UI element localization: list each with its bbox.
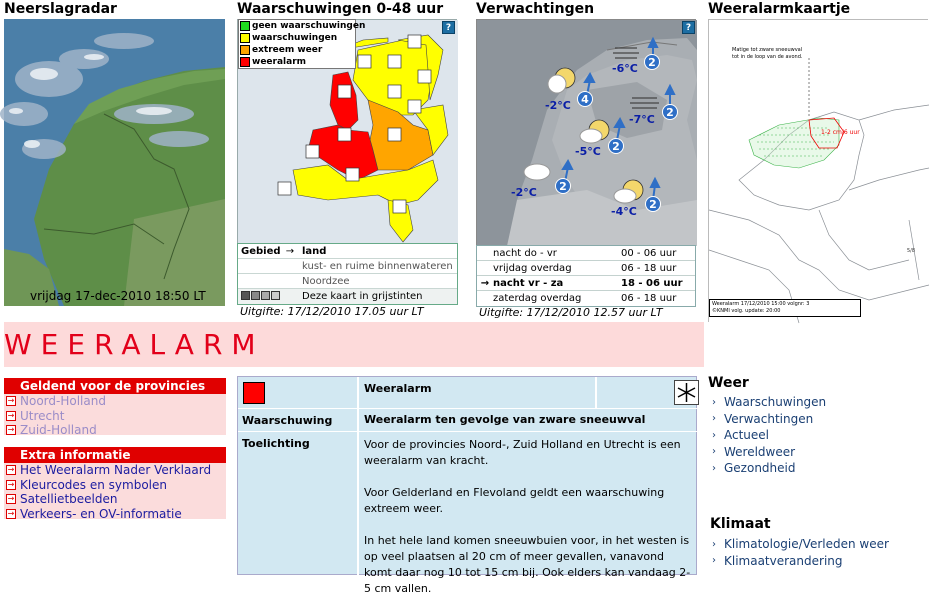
chevron-right-icon: › [712, 446, 716, 458]
period-time: 00 - 06 uur [621, 247, 677, 259]
extra-info-box [4, 447, 226, 519]
provinces-header: Geldend voor de provincies [4, 378, 226, 394]
explanation-row [238, 433, 698, 595]
arrow-box-icon: → [7, 494, 15, 504]
arrow-box-icon: → [7, 508, 15, 518]
legend-swatch-alarm [240, 57, 250, 67]
warnings-issued: Uitgifte: 17/12/2010 17.05 uur LT [240, 305, 424, 318]
chevron-right-icon: › [712, 396, 716, 408]
period-time: 06 - 18 uur [621, 293, 677, 304]
gebied-option-noordzee[interactable]: Noordzee [302, 275, 350, 287]
table-divider [238, 431, 698, 432]
nav-weer-list [712, 394, 826, 477]
forecast-period-row[interactable] [477, 261, 695, 276]
nav-item[interactable] [712, 427, 826, 444]
alarm-map-footer-line: Weeralarm 17/12/2010 15:00 volgnr: 3 [712, 301, 810, 307]
alarm-color-swatch [243, 382, 265, 404]
forecast-map[interactable] [476, 19, 696, 245]
warnings-help-icon[interactable]: ? [442, 21, 455, 34]
nav-item[interactable] [712, 460, 826, 477]
forecast-period-row[interactable] [477, 246, 695, 261]
extra-info-link[interactable]: Het Weeralarm Nader Verklaard [20, 463, 212, 478]
wind-force-badge: 2 [645, 196, 661, 212]
snowflake-icon [674, 380, 699, 405]
grayscale-swatches [238, 291, 302, 303]
warnings-title[interactable]: Waarschuwingen 0-48 uur [237, 1, 444, 17]
alert-table [237, 376, 697, 595]
forecast-map-image [477, 20, 697, 246]
nav-weer-title: Weer [708, 375, 749, 391]
legend-row [239, 20, 366, 32]
explanation-paragraph: Voor de provincies Noord-, Zuid Holland en Utrecht is een weeralarm van kracht. [364, 438, 681, 467]
nav-item[interactable] [712, 553, 889, 570]
chevron-right-icon: › [712, 538, 716, 550]
warning-text: Weeralarm ten gevolge van zware sneeuwval [364, 413, 646, 426]
legend-row [239, 56, 355, 68]
wind-force-badge: 2 [644, 54, 660, 70]
warning-label: Waarschuwing [242, 414, 333, 427]
explanation-paragraph: In het hele land komen sneeuwbuien voor, in het westen is op veel plaatsen al 20 cm of meer gevallen, vanavond komt daar nog 10 tot 15 cm bij. Ook elders kan vandaag 2-5 cm vallen. [364, 534, 691, 595]
gebied-label: Gebied [241, 245, 281, 257]
forecast-issued: Uitgifte: 17/12/2010 12.57 uur LT [479, 306, 663, 319]
extra-info-header: Extra informatie [4, 447, 226, 463]
arrow-box-icon: → [7, 410, 15, 420]
nav-item[interactable] [712, 394, 826, 411]
gebied-row [238, 244, 457, 259]
chevron-right-icon: › [712, 462, 716, 474]
province-item[interactable] [4, 409, 226, 424]
nav-link[interactable]: Actueel [724, 428, 770, 443]
nav-link[interactable]: Klimatologie/Verleden weer [724, 537, 889, 552]
nav-item[interactable] [712, 411, 826, 428]
nav-link[interactable]: Wereldweer [724, 444, 796, 459]
radar-map[interactable] [4, 19, 225, 306]
alarm-map-footer-line: ©KNMI volg. update: 20:00 [712, 308, 781, 314]
alert-level-label: Weeralarm [364, 382, 432, 395]
grayscale-link[interactable]: Deze kaart in grijstinten [302, 291, 423, 302]
warning-row [238, 410, 698, 432]
gebied-selector [237, 243, 458, 305]
forecast-help-icon[interactable]: ? [682, 21, 695, 34]
extra-info-item[interactable] [4, 507, 226, 522]
gray-swatch [271, 291, 280, 300]
alert-level-row [238, 377, 698, 409]
gray-swatch [241, 291, 250, 300]
legend-swatch-warning [240, 33, 250, 43]
alarm-note-line: Matige tot zware sneeuwval [732, 47, 803, 53]
gebied-row [238, 274, 457, 289]
nav-klimaat-title: Klimaat [710, 516, 771, 532]
legend-label: geen waarschuwingen [252, 21, 366, 31]
wind-force-badge: 4 [577, 91, 593, 107]
provinces-box [4, 378, 226, 438]
forecast-period-row-active[interactable] [477, 276, 695, 291]
forecast-title[interactable]: Verwachtingen [476, 1, 595, 17]
extra-info-item[interactable] [4, 478, 226, 493]
wind-force-badge: 2 [608, 138, 624, 154]
legend-label: extreem weer [252, 45, 323, 55]
table-divider [238, 408, 698, 409]
chevron-right-icon: › [712, 429, 716, 441]
forecast-period-row[interactable] [477, 291, 695, 306]
explanation-text [359, 433, 698, 601]
period-label: nacht vr - za [493, 277, 564, 289]
gebied-option-land[interactable]: land [302, 245, 327, 257]
explanation-label: Toelichting [242, 437, 310, 450]
weeralarm-banner [4, 322, 704, 367]
legend-row [239, 44, 355, 56]
gebied-row [238, 259, 457, 274]
arrow-box-icon: → [7, 396, 15, 406]
province-item[interactable] [4, 423, 226, 438]
gebied-option-kust[interactable]: kust- en ruime binnenwateren [302, 260, 453, 272]
extra-info-item[interactable] [4, 463, 226, 478]
forecast-period-selector [476, 245, 696, 307]
temp-label: -4°C [611, 205, 637, 218]
nav-link[interactable]: Verwachtingen [724, 411, 814, 426]
period-arrow-icon: → [480, 277, 490, 289]
chevron-right-icon: › [712, 413, 716, 425]
gray-swatch [251, 291, 260, 300]
warnings-legend [238, 19, 366, 69]
province-link[interactable]: Noord-Holland [20, 394, 106, 409]
legend-swatch-none [240, 21, 250, 31]
alarm-map-title[interactable]: Weeralarmkaartje [708, 1, 851, 17]
legend-row [239, 32, 355, 44]
gray-swatch [261, 291, 270, 300]
period-label: zaterdag overdag [493, 293, 582, 304]
extra-info-link[interactable]: Verkeers- en OV-informatie [20, 506, 182, 521]
explanation-paragraph: Voor Gelderland en Flevoland geldt een waarschuwing extreem weer. [364, 486, 665, 515]
table-col-divider [357, 377, 359, 576]
table-col-divider [595, 377, 597, 408]
extra-info-link[interactable]: Satellietbeelden [20, 492, 118, 507]
period-time: 06 - 18 uur [621, 262, 677, 274]
period-label: vrijdag overdag [493, 262, 572, 274]
temp-label: -2°C [545, 99, 571, 112]
period-time: 18 - 06 uur [621, 277, 683, 289]
alarm-red-label: 1-2 cm/6 uur [821, 129, 860, 136]
wind-force-badge: 2 [555, 178, 571, 194]
nav-link[interactable]: Waarschuwingen [724, 395, 827, 410]
wind-force-badge: 2 [662, 104, 678, 120]
banner-title: WEERALARM [4, 328, 265, 361]
arrow-box-icon: → [7, 425, 15, 435]
temp-label: -5°C [575, 145, 601, 158]
province-link[interactable]: Utrecht [20, 408, 65, 423]
nav-link[interactable]: Gezondheid [724, 461, 796, 476]
nav-item[interactable] [712, 536, 889, 553]
gebied-arrow-icon: → [285, 245, 295, 257]
extra-info-item[interactable] [4, 492, 226, 507]
arrow-box-icon: → [7, 465, 15, 475]
arrow-box-icon: → [7, 479, 15, 489]
radar-timestamp: vrijdag 17-dec-2010 18:50 LT [30, 289, 206, 303]
nav-klimaat-list [712, 536, 889, 569]
legend-label: waarschuwingen [252, 33, 338, 43]
temp-label: -2°C [511, 186, 537, 199]
legend-swatch-extreme [240, 45, 250, 55]
alarm-note [732, 47, 802, 61]
alarm-map-image [709, 20, 929, 323]
nav-item[interactable] [712, 444, 826, 461]
province-item[interactable] [4, 394, 226, 409]
grayscale-row[interactable] [238, 289, 457, 304]
alarm-note-line: tot in de loop van de avond. [732, 54, 803, 60]
province-link[interactable]: Zuid-Holland [20, 423, 97, 438]
alarm-map-footer [709, 299, 861, 317]
radar-map-image [4, 19, 225, 306]
legend-label: weeralarm [252, 57, 307, 67]
temp-label: -6°C [612, 62, 638, 75]
extra-info-link[interactable]: Kleurcodes en symbolen [20, 477, 167, 492]
radar-title[interactable]: Neerslagradar [4, 1, 117, 17]
chevron-right-icon: › [712, 555, 716, 567]
map-region-marker: 5/8 [907, 248, 916, 254]
alarm-map[interactable] [708, 19, 928, 322]
period-label: nacht do - vr [493, 247, 557, 259]
temp-label: -7°C [629, 113, 655, 126]
nav-link[interactable]: Klimaatverandering [724, 553, 843, 568]
